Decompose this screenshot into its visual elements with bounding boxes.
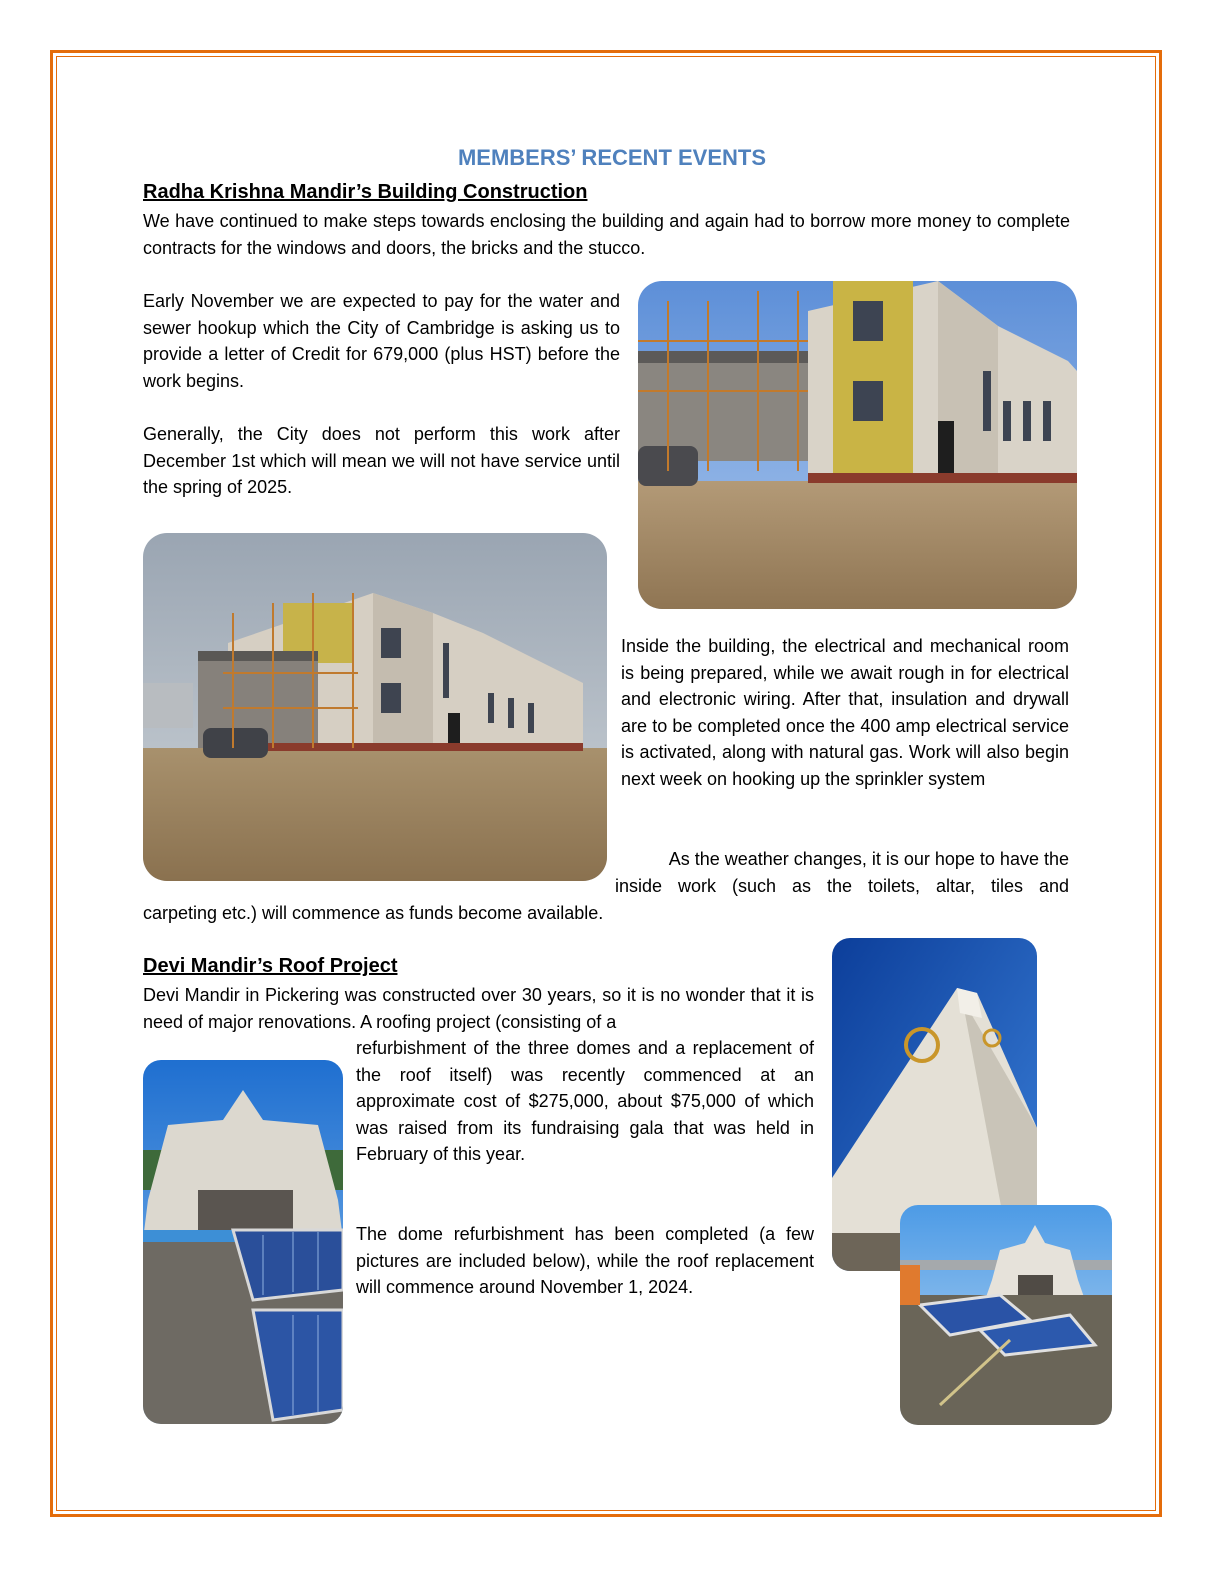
- section1-paragraph-5-line-2: inside work (such as the toilets, altar, tiles and: [615, 876, 1069, 896]
- section1-paragraph-2: Early November we are expected to pay for the water and sewer hookup which the City of Cambridge is asking us to provide a letter of Credit for 679,000 (plus HST) before the work begins.: [143, 291, 620, 391]
- section2-heading: Devi Mandir’s Roof Project: [143, 955, 398, 977]
- section1-paragraph-3: Generally, the City does not perform this work after December 1st which will mean we will not have service until the spring of 2025.: [143, 424, 620, 497]
- section2-paragraph-1-start: Devi Mandir in Pickering was constructed over 30 years, so it is no wonder that it is need of major renovations. A roofing project (consisting of a: [143, 985, 814, 1032]
- devi-mandir-rooftop-photo: [900, 1205, 1112, 1425]
- section1-paragraph-4: Inside the building, the electrical and mechanical room is being prepared, while we await rough in for electrical and electronic wiring. After that, insulation and drywall are to be completed once the 400 amp electrical service is activated, along with natural gas. Work will also begin next week on hooking up the sprinkler system: [621, 636, 1069, 789]
- page-title: MEMBERS’ RECENT EVENTS: [457, 145, 767, 170]
- building-construction-photo-1: [638, 281, 1077, 609]
- section1-paragraph-1: We have continued to make steps towards enclosing the building and again had to borrow more money to complete contracts for the windows and doors, the bricks and the stucco.: [143, 211, 1070, 258]
- section2-paragraph-2: The dome refurbishment has been completed (a few pictures are included below), while the roof replacement will commence around November 1, 2024.: [356, 1224, 814, 1297]
- section1-paragraph-5-line-3: carpeting etc.) will commence as funds become available.: [143, 903, 604, 923]
- section2-paragraph-1-rest: refurbishment of the three domes and a replacement of the roof itself) was recently commenced at an approximate cost of $275,000, about $75,000 of which was raised from its fundraising gala that was held in February of this year.: [356, 1038, 814, 1164]
- section1-paragraph-5-line-1: As the weather changes, it is our hope to have the: [668, 849, 1069, 869]
- building-construction-photo-2: [143, 533, 607, 881]
- section1-heading: Radha Krishna Mandir’s Building Construction: [143, 181, 588, 203]
- devi-mandir-roof-photo-1: [143, 1060, 343, 1424]
